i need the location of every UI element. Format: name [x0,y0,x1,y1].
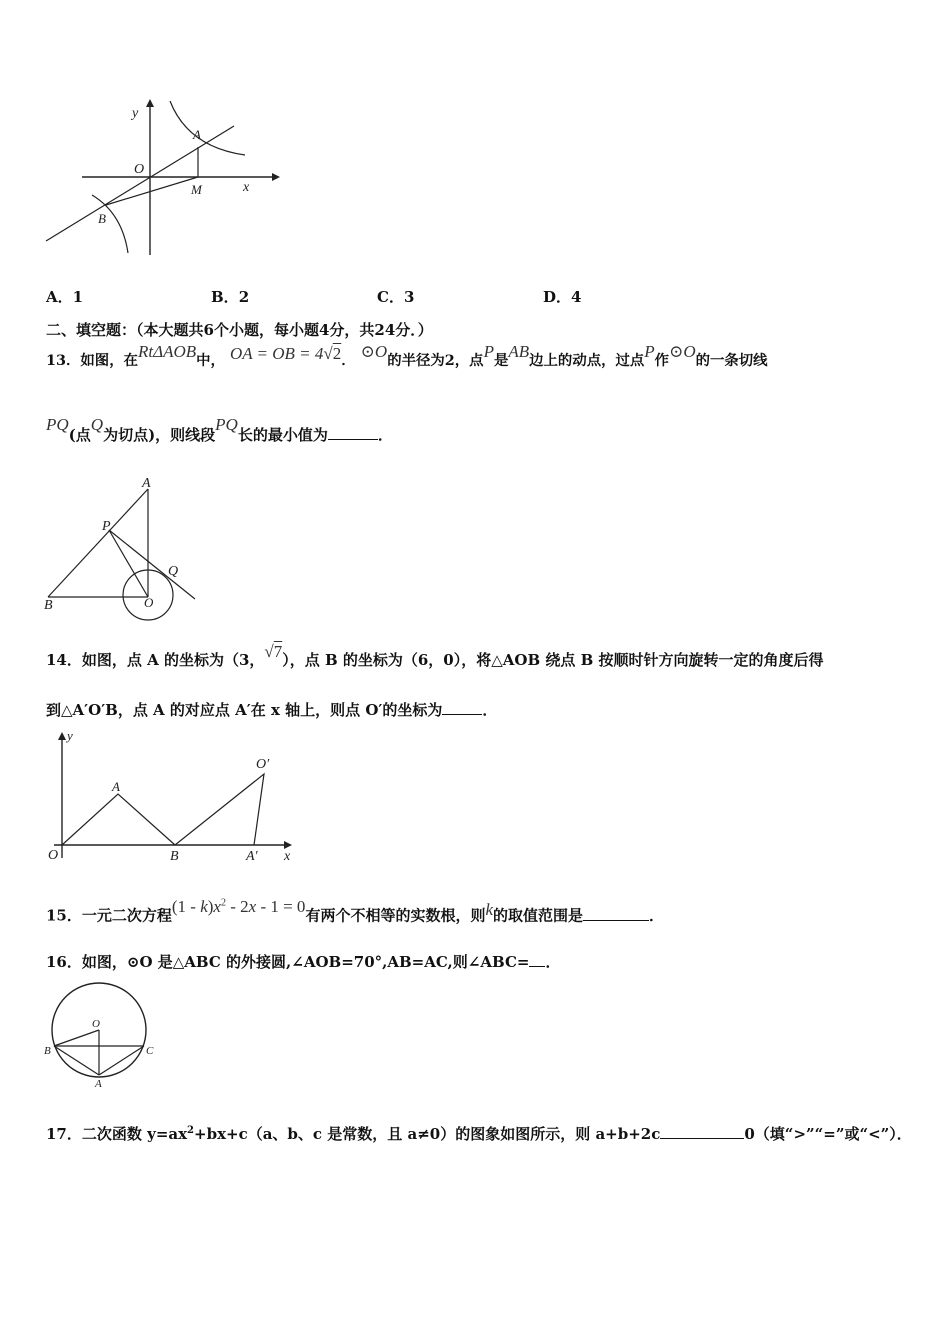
q13-answer-blank[interactable] [328,425,378,440]
label-b: B [170,849,179,864]
segment-ob [54,1030,99,1046]
q17-line: 17．二次函数 $y=ax^2+bx+c(a$、b、c 是常数，且 a≠0）的图象如图所示，则 a+b+2c 0（填“>”“=”或“<”）． [46,1125,912,1143]
option-a[interactable]: A．1 [46,288,84,306]
label-a: A [95,1078,102,1090]
label-a: A [112,779,120,794]
label-p: P [102,519,111,534]
label-x: x [284,849,291,864]
label-m: M [191,182,202,197]
option-c[interactable]: C．3 [377,288,415,306]
label-o: O [92,1018,100,1030]
q17-answer-blank[interactable] [660,1124,744,1139]
label-y: y [67,728,73,743]
triangle-aob [62,794,175,845]
label-o: O [134,162,145,177]
q14-line1: 14．如图，点 A 的坐标为（3，√7），点 B 的坐标为（6，0），将△AOB 绕点 B 按顺时针方向旋转一定的角度后得 [46,642,824,669]
section-heading: 二、填空题：（本大题共6个小题，每小题4分，共24分．） [46,321,433,339]
label-a: A [142,476,151,491]
q15-answer-blank[interactable] [583,906,649,921]
side-ab [48,489,148,597]
q14-figure [40,728,300,868]
y-axis-arrow [58,732,66,740]
y-axis-arrow [146,99,154,107]
q16-line: 16．如图，⊙O 是△ABC 的外接圆,∠AOB=70°,AB=AC,则∠ABC= ． [46,953,561,971]
label-o-prime: O′ [256,757,270,772]
label-a: A [193,127,201,142]
label-o: O [144,595,154,610]
option-d[interactable]: D．4 [543,288,582,306]
label-o: O [48,848,59,863]
label-y: y [132,106,139,121]
label-b: B [98,211,106,226]
triangle-a-o-b-rotated [175,774,264,845]
segment-po [109,530,148,597]
q13-line1: 13．如图，在RtΔAOB中， OA = OB = 4√2． ⊙O的半径为2，点P是AB边上的动点，过点P作⊙O的一条切线 [46,342,768,369]
label-c: C [146,1045,154,1057]
tangent-pq [109,530,195,599]
hyperbola-branch-1 [170,101,245,155]
option-b[interactable]: B．2 [211,288,250,306]
label-b: B [44,1045,51,1057]
x-axis-arrow [272,173,280,181]
x-axis-arrow [284,841,292,849]
q16-figure [42,980,167,1092]
label-b: B [44,598,53,613]
q14-answer-blank[interactable] [442,700,482,715]
label-q: Q [168,564,179,579]
q15-line: 15．一元二次方程$(1 - k)x^2 - 2x - 1 = 0$有两个不相等的实数根，则k的取值范围是 ． [46,896,665,925]
q12-figure [40,95,290,265]
q13-line2: PQ(点Q为切点)，则线段PQ长的最小值为 ． [46,415,393,444]
q16-answer-blank[interactable] [529,952,545,967]
segment-bm [106,177,198,205]
label-a-prime: A′ [246,849,258,864]
q13-figure [40,475,210,615]
q14-line2: 到△A′O′B，点 A 的对应点 A′在 x 轴上，则点 O′的坐标为 ． [46,701,498,719]
label-x: x [243,180,250,195]
